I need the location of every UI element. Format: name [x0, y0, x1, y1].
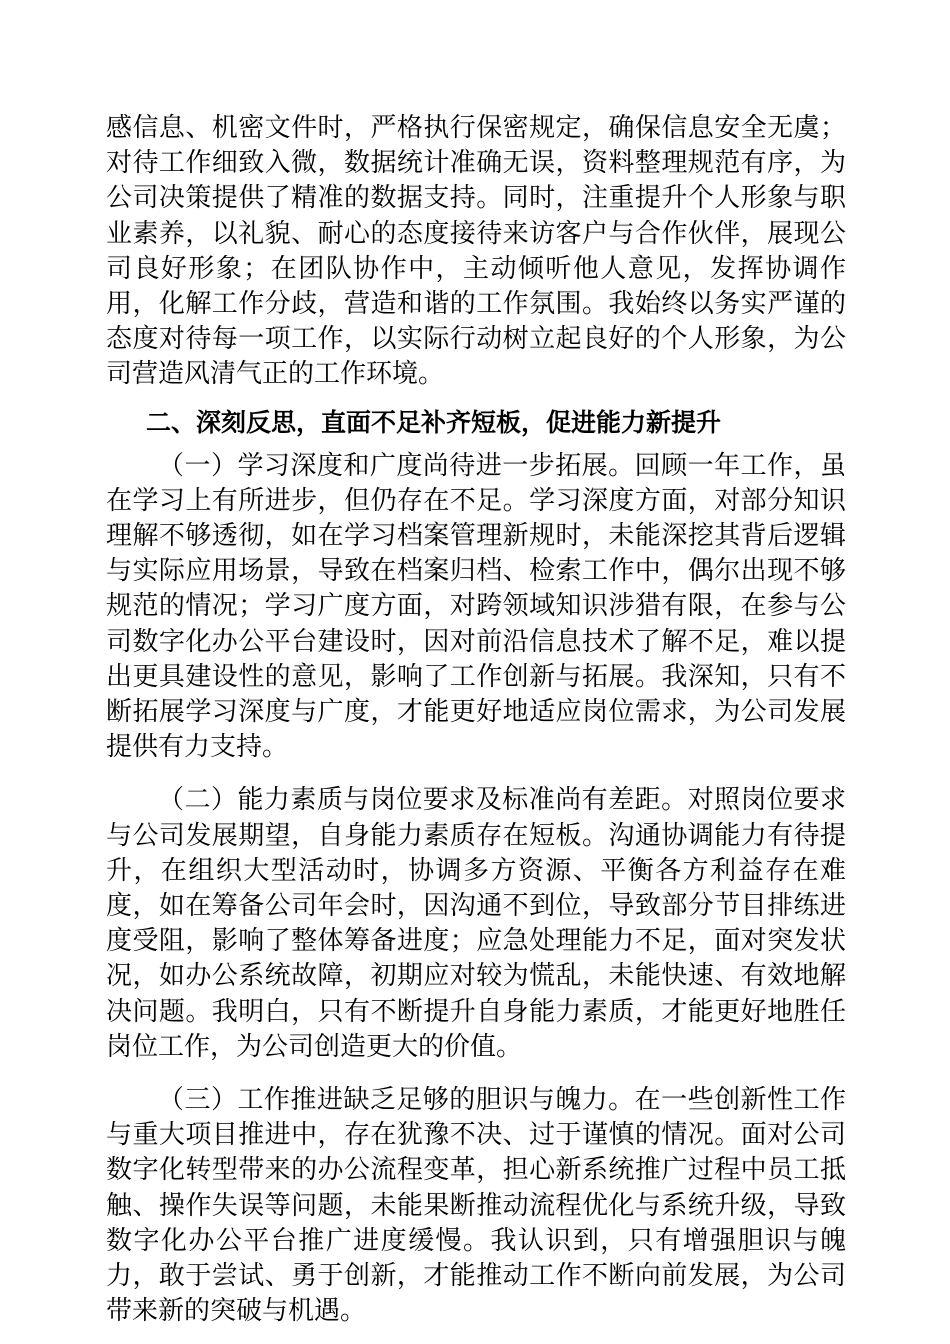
- paragraph-continued: 感信息、机密文件时，严格执行保密规定，确保信息安全无虞；对待工作细致入微，数据统计准确无误，资料整理规范有序，为公司决策提供了精准的数据支持。同时，注重提升个人形象与职业素养，以礼貌、耐心的态度接待来访客户与合作伙伴，展现公司良好形象；在团队协作中，主动倾听他人意见，发挥协调作用，化解工作分歧，营造和谐的工作氛围。我始终以务实严谨的态度对待每一项工作，以实际行动树立起良好的个人形象，为公司营造风清气正的工作环境。: [106, 113, 846, 390]
- paragraph-subsection-2: （二）能力素质与岗位要求及标准尚有差距。对照岗位要求与公司发展期望，自身能力素质存在短板。沟通协调能力有待提升，在组织大型活动时，协调多方资源、平衡各方利益存在难度，如在筹备公司年会时，因沟通不到位，导致部分节目排练进度受阻，影响了整体筹备进度；应急处理能力不足，面对突发状况，如办公系统故障，初期应对较为慌乱，未能快速、有效地解决问题。我明白，只有不断提升自身能力素质，才能更好地胜任岗位工作，为公司创造更大的价值。: [106, 785, 846, 1062]
- section-heading: 二、深刻反思，直面不足补齐短板，促进能力新提升: [146, 407, 722, 437]
- document-page: [106, 111, 846, 1330]
- paragraph-subsection-1: （一）学习深度和广度尚待进一步拓展。回顾一年工作，虽在学习上有所进步，但仍存在不足。学习深度方面，对部分知识理解不够透彻，如在学习档案管理新规时，未能深挖其背后逻辑与实际应用场景，导致在档案归档、检索工作中，偶尔出现不够规范的情况；学习广度方面，对跨领域知识涉猎有限，在参与公司数字化办公平台建设时，因对前沿信息技术了解不足，难以提出更具建设性的意见，影响了工作创新与拓展。我深知，只有不断拓展学习深度与广度，才能更好地适应岗位需求，为公司发展提供有力支持。: [106, 450, 846, 763]
- paragraph-subsection-3: （三）工作推进缺乏足够的胆识与魄力。在一些创新性工作与重大项目推进中，存在犹豫不决、过于谨慎的情况。面对公司数字化转型带来的办公流程变革，担心新系统推广过程中员工抵触、操作失误等问题，未能果断推动流程优化与系统升级，导致数字化办公平台推广进度缓慢。我认识到，只有增强胆识与魄力，敢于尝试、勇于创新，才能推动工作不断向前发展，为公司带来新的突破与机遇。: [106, 1085, 846, 1327]
